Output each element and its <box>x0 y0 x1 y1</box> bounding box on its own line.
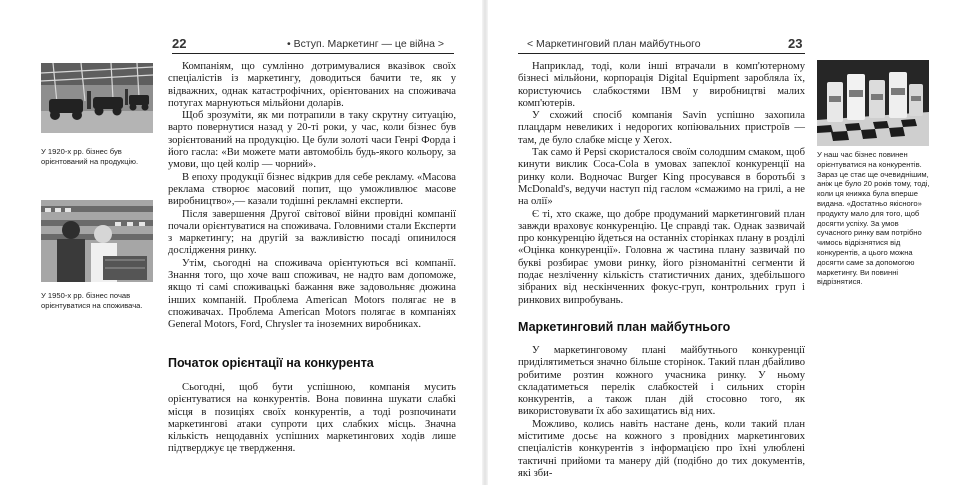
chess-pieces-photo <box>817 60 929 146</box>
right-section-title: Маркетинговий план майбутнього <box>518 320 731 334</box>
left-page-number: 22 <box>172 36 187 51</box>
right-running-head: < Маркетинговий план майбутнього <box>527 38 701 50</box>
left-running-head: • Вступ. Маркетинг — це війна > <box>287 38 445 50</box>
left-paragraph: Компаніям, що сумлінно дотримувалися вказівок своїх спеціалістів із маркетингу, доводиться бачити те, як у відважних, однак катастрофічних, орієнтованих на споживача потугах марнуються мільйони доларів. <box>168 61 456 109</box>
caption-1920s: У 1920-х рр. бізнес був орієнтований на продукцію. <box>41 147 139 166</box>
right-paragraph: Є ті, хто скаже, що добре продуманий маркетинговий план завжди враховує конкуренцію. Це справді так. Однак зазвичай про конкуренцію йдеться на останніх сторінках плану в розділі «Оцінка конкуренції». Головна ж частина плану зазвичай по букві розбирає умови ринку, його різноманітні сегменти й подає незліченну кількість статистичних даних, здебільшого зібраних від нескінченних фокус-груп, контрольних груп і ринкових випробувань. <box>518 208 805 306</box>
left-section-title: Початок орієнтації на конкурента <box>168 356 374 370</box>
left-paragraph: Щоб зрозуміти, як ми потрапили в таку скрутну ситуацію, варто повернутися назад у 20-ті роки, у час, коли бізнес був зорієнтований на продукцію. Це були золоті часи Генрі Форда і його гасла: «Ви можете мати автомобіль будь-якого кольору, за умови, що цей колір — чорний». <box>168 110 456 171</box>
left-header-rule <box>172 53 454 54</box>
right-section-paragraph: У маркетинговому плані майбутнього конкуренції приділятиметься значно більше сторінок. Такий план дбайливо робитиме розтин кожного учасника ринку. У ньому складатиметься перелік слабкостей і сильних сторін конкурентів, а також план дій стосовно того, як використовувати їх або захищатись від них. <box>518 345 805 418</box>
left-section-text <box>168 382 456 456</box>
right-page-header <box>485 38 970 54</box>
caption-competitors: У наш час бізнес повинен орієнтуватися на конкурентів. Зараз це стає ще очевиднішим, аніж це було 20 років тому, тоді, коли ця книжка була вперше видана. «Достатньо якісного» продукту мало для того, щоб досягти успіху. За умов сучасного ринку вам потрібно чимось відрізнятися від конкурентів, а цього можна досягти саме за допомогою маркетингу. Ви повинні відрізнятися. <box>817 150 930 287</box>
right-page-number: 23 <box>788 36 803 51</box>
shoppers-1950s-photo <box>41 200 153 282</box>
left-paragraph: В епоху продукції бізнес відкрив для себе рекламу. «Масова реклама створює масовий попит, що уможливлює масове виробництво»,— казали тодішні рекламні експерти. <box>168 171 456 208</box>
right-paragraph: У схожий спосіб компанія Savin успішно захопила плацдарм невеликих і недорогих копіювальних пристроїв — там, де було слабке місце у Xerox. <box>518 110 805 146</box>
caption-1950s: У 1950-х рр. бізнес почав орієнтуватися на споживача. <box>41 291 143 310</box>
right-paragraph: Так само й Pepsi скористалося своїм солодшим смаком, щоб кинути виклик Coca-Cola в умовах запеклої конкуренції на ринку коли. Водночас Burger King просувався в боротьбі з McDonald's, ведучи наступ під гаслом «смажимо на грилі, а не на олії» <box>518 147 805 208</box>
right-section-paragraph: Можливо, колись навіть настане день, коли такий план міститиме досьє на кожного з провідних маркетингових спеціалістів конкурентів з інформацією про їхні улюблені тактичні прийоми та манеру дій (подібно до тих документів, які зби- <box>518 418 805 479</box>
left-main-text <box>168 61 456 332</box>
left-paragraph: Після завершення Другої світової війни провідні компанії почали орієнтуватися на споживача. Головними стали Експерти з маркетингу; на другій за важливістю посаді опинилося дослідження ринку. <box>168 208 456 257</box>
right-section-text <box>518 345 805 480</box>
left-page-header <box>0 38 485 54</box>
left-paragraph: Утім, сьогодні на споживача орієнтуються всі компанії. Знання того, що хоче ваш споживач, не надто вам допоможе, якщо ті самі споживацькі бажання вже задовольняє дюжина інших компаній. Проблема American Motors полягає не в споживачах. Проблема American Motors полягає в компаніях General Motors, Ford, Chrysler та іноземних виробниках. <box>168 257 456 331</box>
left-section-paragraph: Сьогодні, щоб бути успішною, компанія мусить орієнтуватися на конкурентів. Вона повинна шукати слабкі місця в позиціях своїх конкурентів, а тоді розпочинати маркетингові атаки супроти цих слабких місць. Значна кількість нещодавніх успішних маркетингових ходів лише підтверджує це твердження. <box>168 382 456 455</box>
factory-1920s-photo <box>41 63 153 133</box>
right-header-rule <box>518 53 805 54</box>
right-page <box>485 0 970 485</box>
right-main-text <box>518 61 805 307</box>
right-paragraph: Наприклад, тоді, коли інші втрачали в комп'ютерному бізнесі мільйони, корпорація Digital Equipment заробляла їх, користуючись слабкостями IBM у виробництві малих комп'ютерів. <box>518 61 805 109</box>
